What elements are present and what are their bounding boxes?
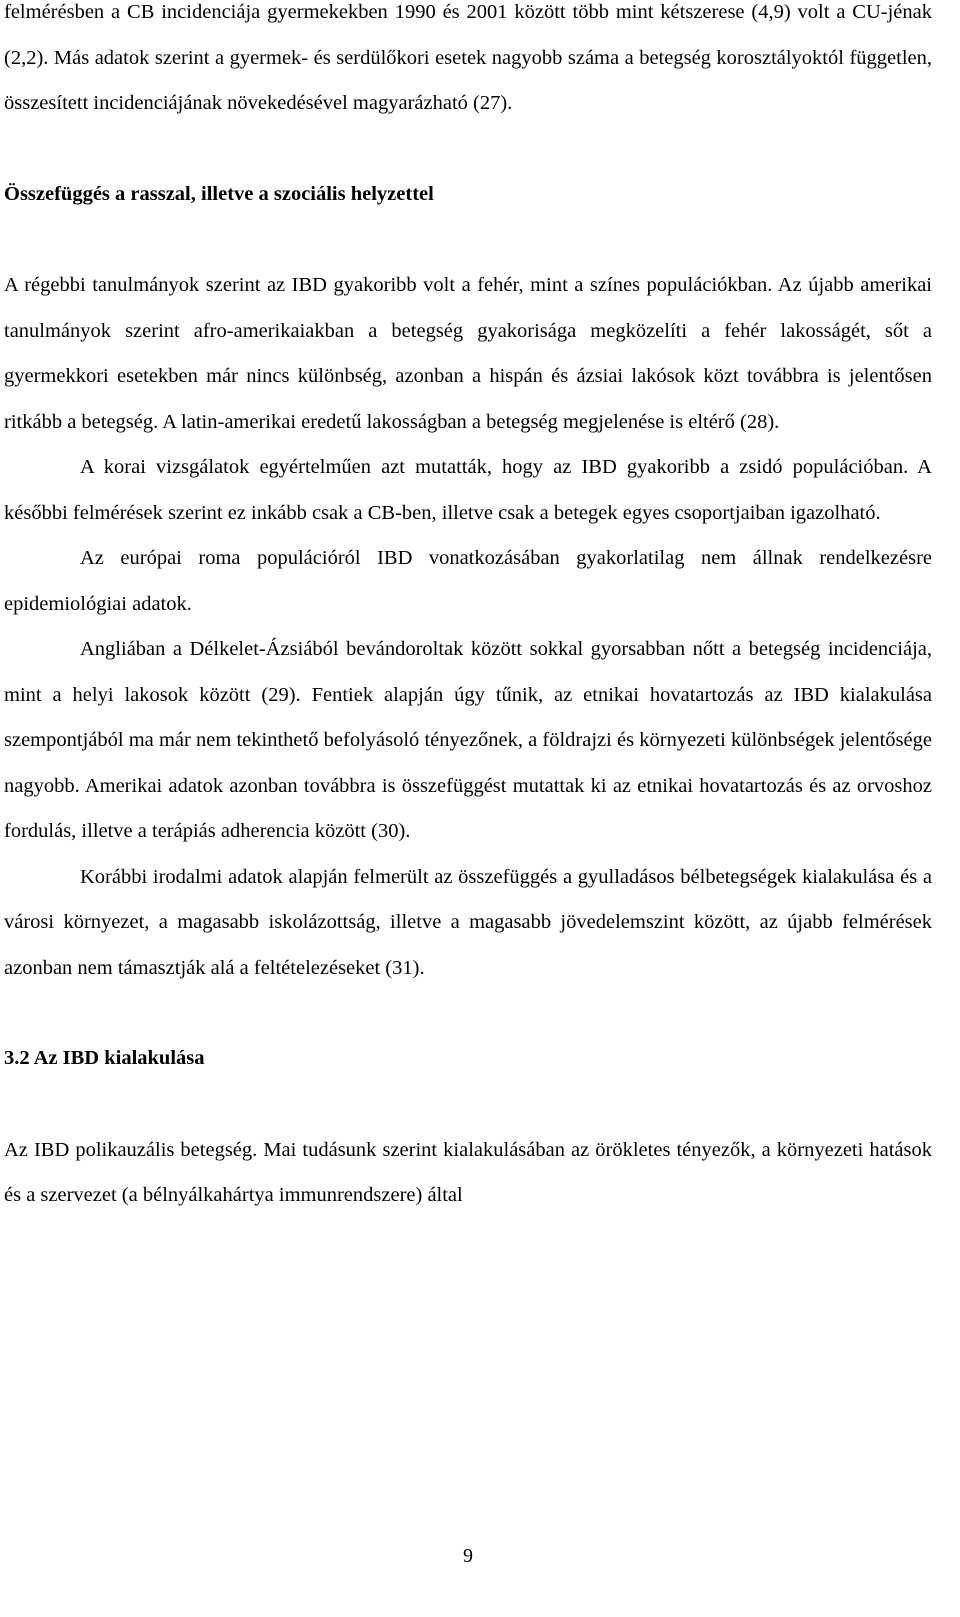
paragraph-jewish-population: A korai vizsgálatok egyértelműen azt mutatták, hogy az IBD gyakoribb a zsidó populációban. A későbbi felmérések szerint ez inkább csak a CB-ben, illetve csak a betegek egyes csoportjaiban igazolható. bbox=[4, 456, 932, 524]
section-heading-ibd-development: 3.2 Az IBD kialakulása bbox=[4, 1047, 205, 1069]
spacer bbox=[4, 1082, 932, 1128]
paragraph-england-immigrants: Angliában a Délkelet-Ázsiából bevándoroltak között sokkal gyorsabban nőtt a betegség incidenciája, mint a helyi lakosok között (29). Fentiek alapján úgy tűnik, az etnikai hovatartozás az IBD kialakulása szempontjából ma már nem tekinthető befolyásoló tényezőnek, a földrajzi és környezeti különbségek jelentősége nagyobb. Amerikai adatok azonban továbbra is összefüggést mutattak ki az etnikai hovatartozás és az orvoshoz fordulás, illetve a terápiás adherencia között (30). bbox=[4, 638, 932, 842]
paragraph-urban-environment: Korábbi irodalmi adatok alapján felmerült az összefüggés a gyulladásos bélbetegségek kialakulása és a városi környezet, a magasabb iskolázottság, illetve a magasabb jövedelemszint között, az újabb felmérések azonban nem támasztják alá a feltételezéseket (31). bbox=[4, 865, 932, 979]
paragraph-roma-population: Az európai roma populációról IBD vonatkozásában gyakorlatilag nem állnak rendelkezésre epidemiológiai adatok. bbox=[4, 547, 932, 615]
section-heading-race-social: Összefüggés a rasszal, illetve a szociális helyzettel bbox=[4, 182, 434, 205]
spacer bbox=[4, 991, 932, 1036]
paragraph-polycausal: Az IBD polikauzális betegség. Mai tudásunk szerint kialakulásában az örökletes tényezők, a környezeti hatások és a szervezet (a bélnyálkahártya immunrendszere) által bbox=[4, 1138, 932, 1206]
paragraph-race-studies: A régebbi tanulmányok szerint az IBD gyakoribb volt a fehér, mint a színes populációkban. Az újabb amerikai tanulmányok szerint afro-amerikaiakban a betegség gyakorisága megközelíti a fehér lakosságét, sőt a gyermekkori esetekben már nincs különbség, azonban a hispán és ázsiai lakósok közt továbbra is jelentősen ritkább a betegség. A latin-amerikai eredetű lakosságban a betegség megjelenése is eltérő (28). bbox=[4, 274, 932, 433]
paragraph-intro: felmérésben a CB incidenciája gyermekekben 1990 és 2001 között több mint kétszerese (4,9) volt a CU-jénak (2,2). Más adatok szerint a gyermek- és serdülőkori esetek nagyobb száma a betegség korosztályoktól független, összesített incidenciájának növekedésével magyarázható (27). bbox=[4, 1, 932, 114]
spacer bbox=[4, 217, 932, 263]
document-body bbox=[4, 0, 932, 1219]
spacer bbox=[4, 127, 932, 172]
page-number: 9 bbox=[463, 1545, 473, 1567]
